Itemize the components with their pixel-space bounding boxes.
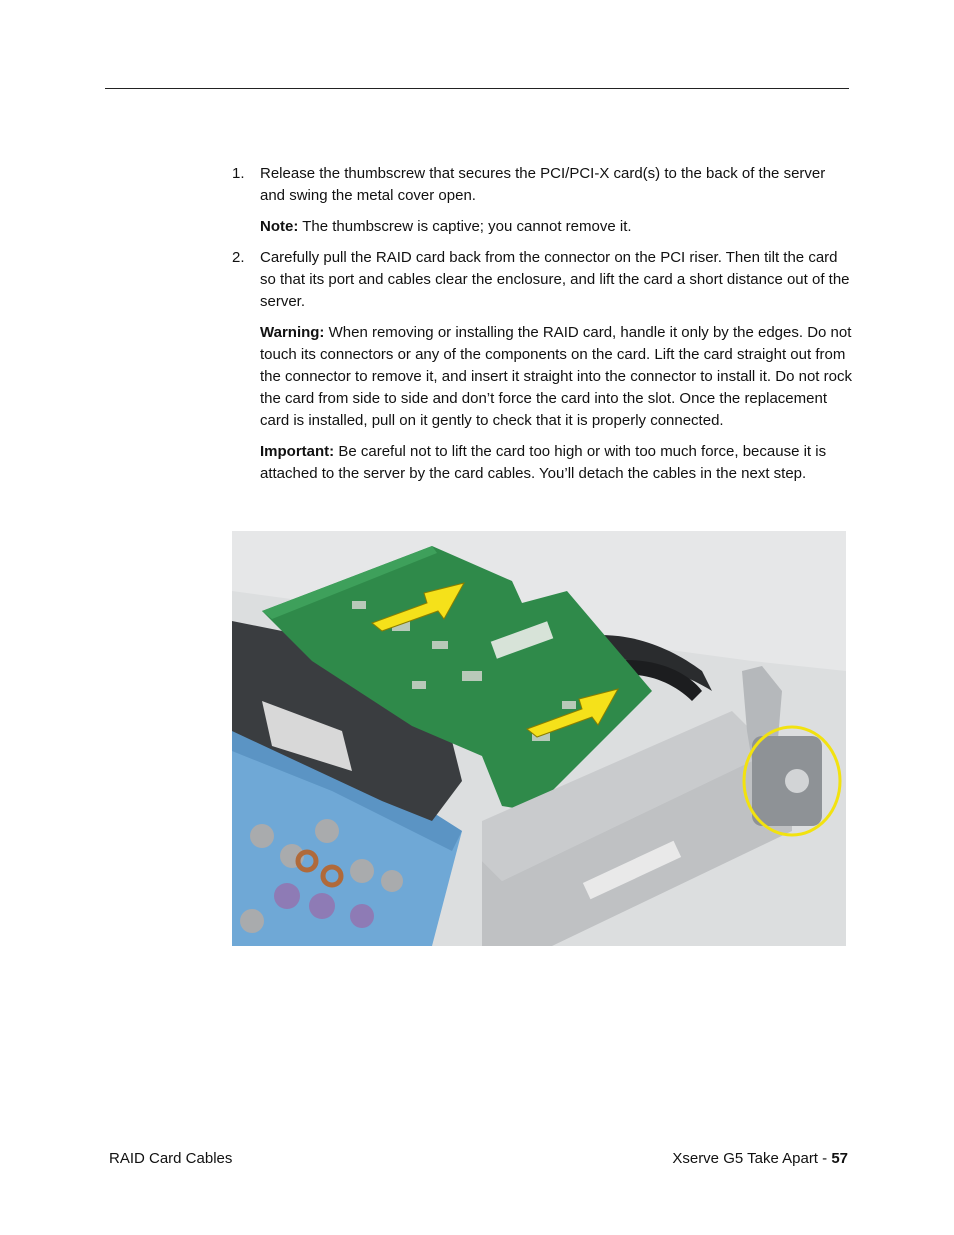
step-text: Release the thumbscrew that secures the PCI/PCI-X card(s) to the back of the server and swing the metal cover open. [260, 165, 826, 204]
footer-section-title: RAID Card Cables [109, 1150, 233, 1167]
footer-page-label [672, 1150, 848, 1167]
raid-card-illustration [232, 531, 846, 946]
page-number: 57 [831, 1150, 848, 1167]
warning-label: Warning: [260, 324, 325, 341]
step-2 [232, 247, 852, 313]
step-number: 2. [232, 249, 245, 266]
footer-doc-title: Xserve G5 Take Apart - [672, 1150, 832, 1167]
warning [232, 322, 852, 432]
instructions [232, 163, 852, 494]
step-text: Carefully pull the RAID card back from the connector on the PCI riser. Then tilt the card so that its port and cables clear the enclosure, and lift the card a short distance out of the server. [260, 249, 850, 310]
note-text: The thumbscrew is captive; you cannot remove it. [298, 218, 632, 235]
step-1 [232, 163, 852, 207]
raid-card-photo [232, 531, 846, 946]
important [232, 441, 852, 485]
step-number: 1. [232, 165, 245, 182]
note-label: Note: [260, 218, 299, 235]
note [232, 216, 852, 238]
thumbscrew [785, 769, 809, 793]
warning-text: When removing or installing the RAID card, handle it only by the edges. Do not touch its connectors or any of the components on the card. Lift the card straight out from the connector to remove it, and insert it straight into the connector to install it. Do not rock the card from side to side and don’t force the card into the slot. Once the replacement card is installed, pull on it gently to check that it is properly connected. [260, 324, 852, 429]
important-label: Important: [260, 443, 335, 460]
important-text: Be careful not to lift the card too high or with too much force, because it is attached to the server by the card cables. You’ll detach the cables in the next step. [260, 443, 827, 482]
header-rule [105, 88, 849, 89]
